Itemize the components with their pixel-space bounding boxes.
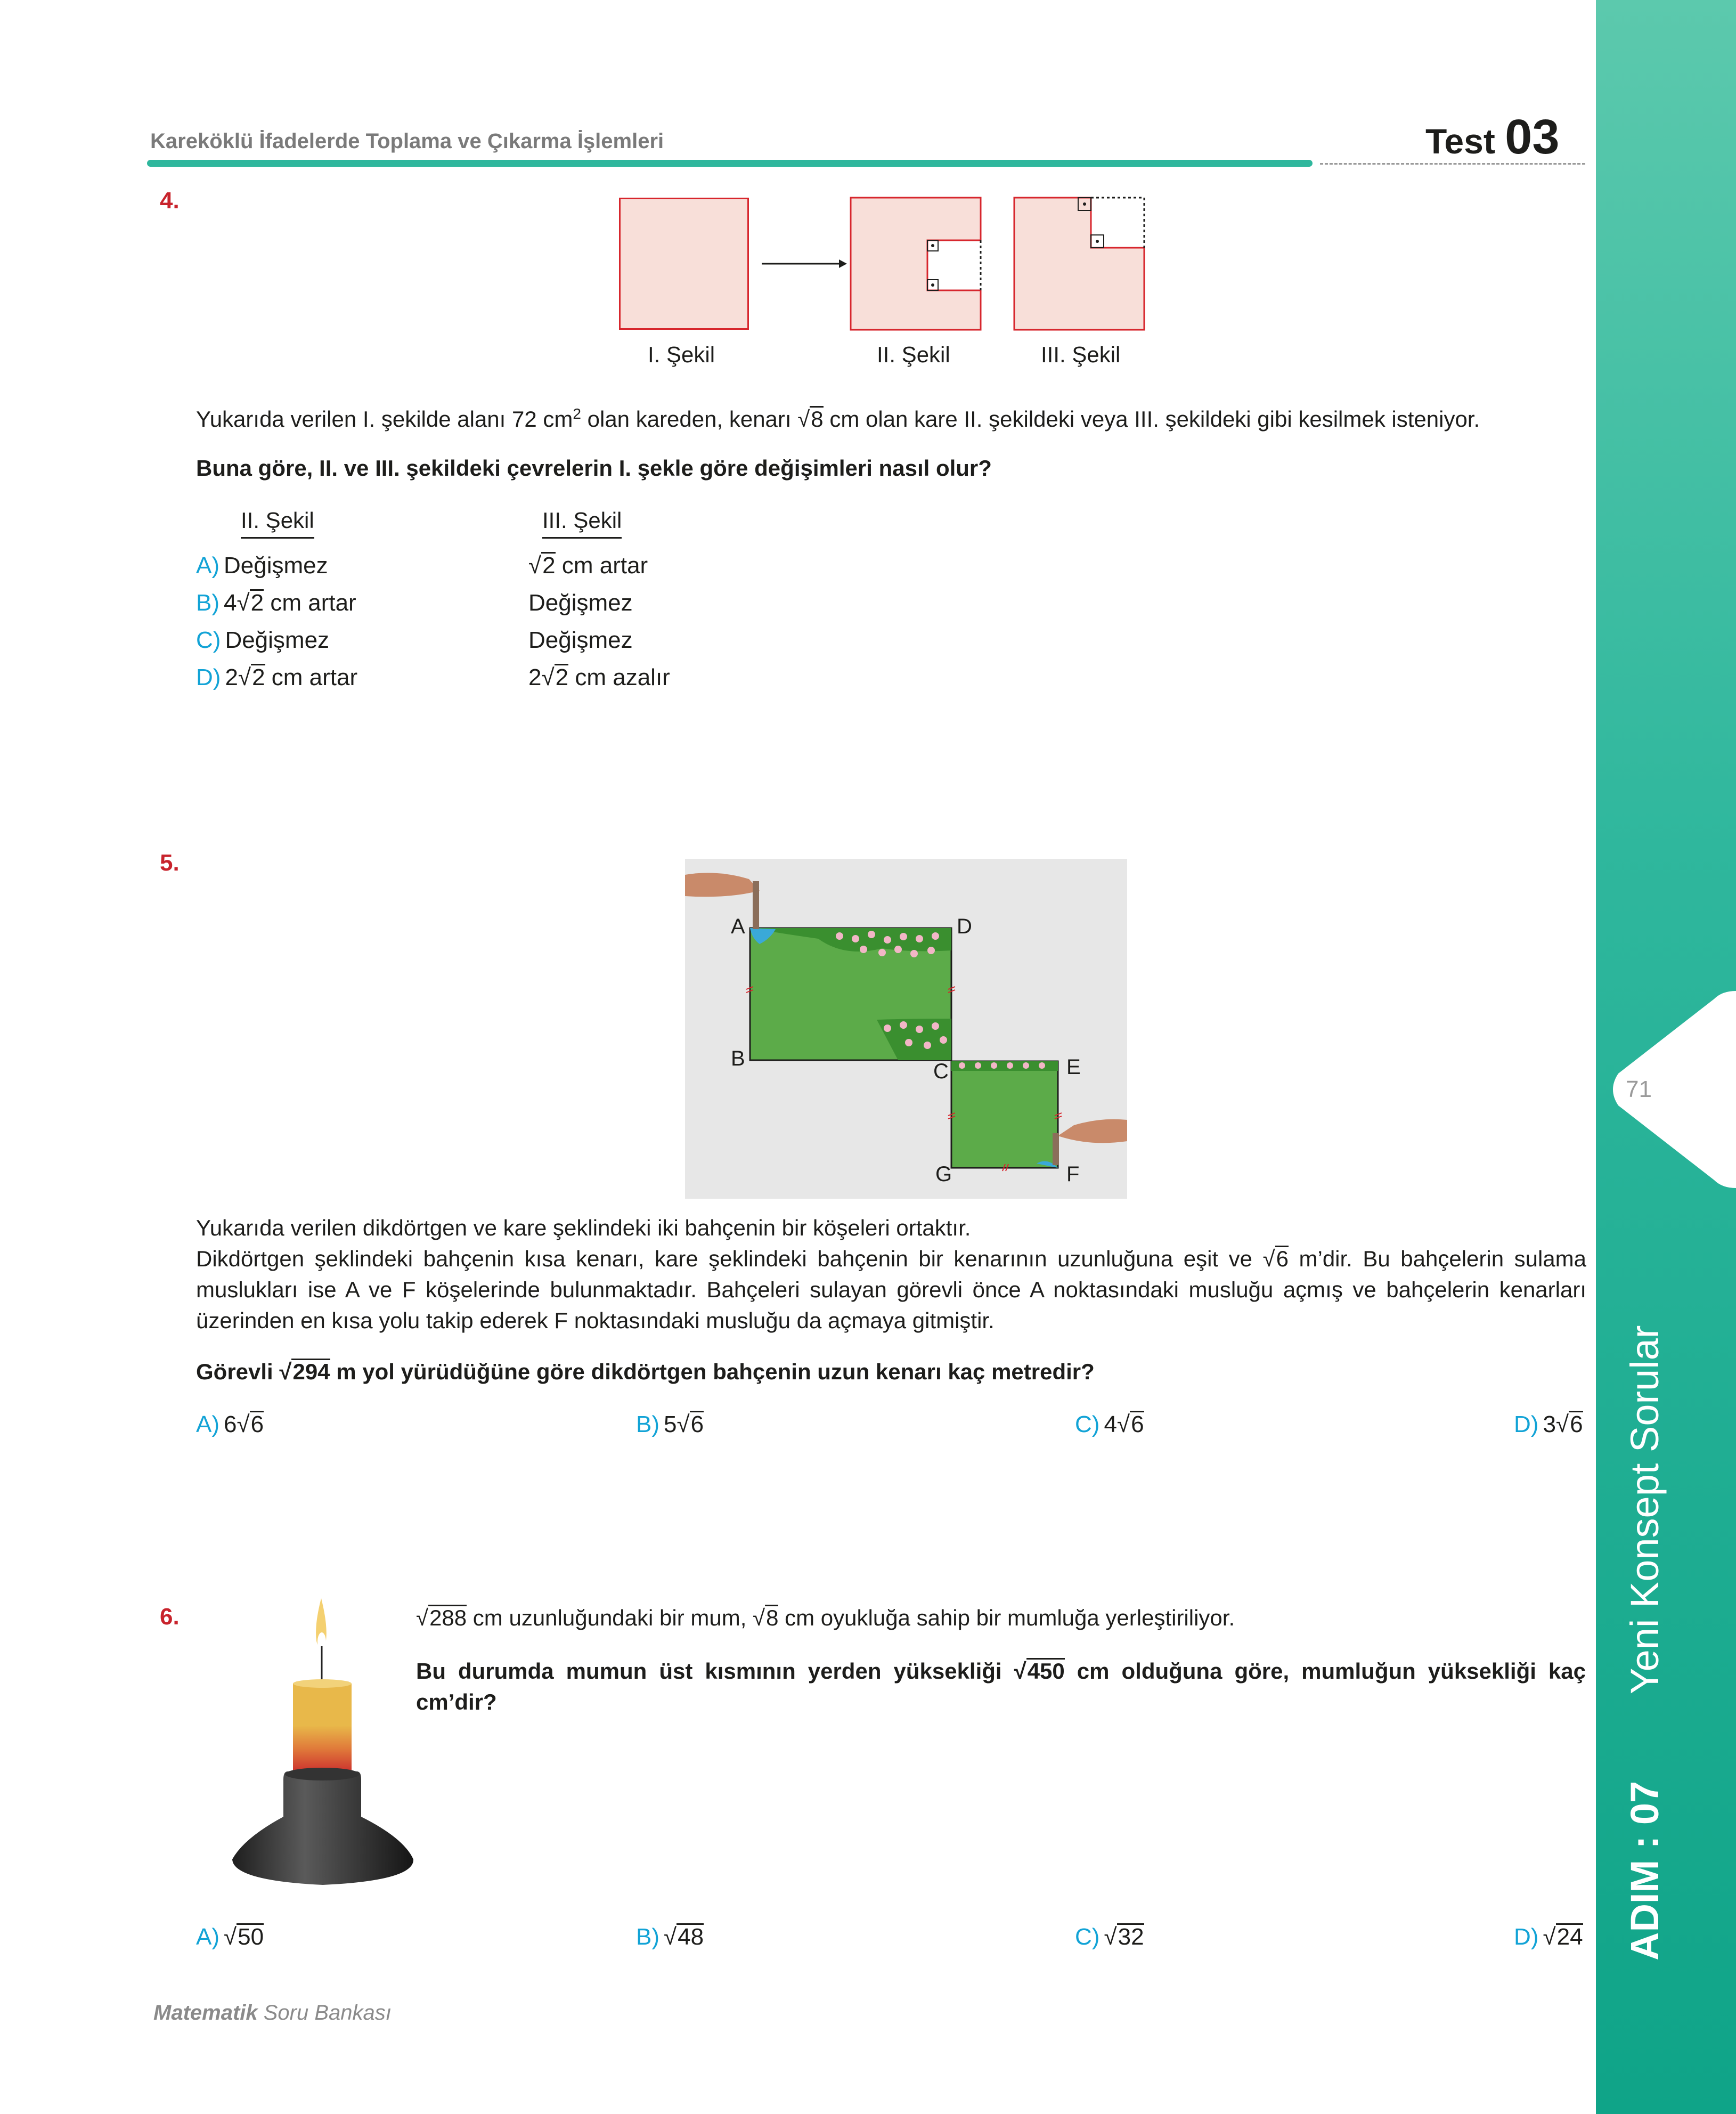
label-C: C: [933, 1060, 949, 1083]
header-rule: [147, 160, 1313, 167]
q5-option-a[interactable]: [196, 1409, 264, 1441]
figure-3: [1013, 197, 1146, 332]
label-E: E: [1066, 1055, 1081, 1079]
q6-option-c[interactable]: [1075, 1921, 1144, 1953]
footer-book: Soru Bankası: [263, 2001, 392, 2024]
q6-option-d[interactable]: [1514, 1921, 1583, 1953]
option-letter: B): [636, 1411, 659, 1437]
q4-statement: Yukarıda verilen I. şekilde alanı 72 $cm^2$ olan kareden, kenarı √8 cm olan kare II. şekildeki veya III. şekildeki gibi kesilmek isteniyor.: [196, 405, 1480, 432]
option-value: 4√6: [1104, 1411, 1144, 1437]
q4-col1-value: 4√2 cm artar: [224, 590, 356, 616]
footer-subject: Matematik: [153, 2001, 258, 2024]
q5-option-c[interactable]: [1075, 1409, 1144, 1441]
q4-option-b[interactable]: [196, 587, 356, 619]
q4-col1-header: II. Şekil: [241, 505, 314, 539]
q5-line1: Yukarıda verilen dikdörtgen ve kare şeklindeki iki bahçenin bir köşeleri ortaktır.: [196, 1215, 971, 1240]
q4-col2-value: 2√2 cm azalır: [528, 664, 670, 690]
q4-col1-value: Değişmez: [225, 627, 330, 653]
arrow-icon: [762, 256, 847, 272]
q4-col1-value: Değişmez: [224, 552, 328, 579]
label-D: D: [957, 915, 972, 938]
option-letter: A): [196, 1924, 219, 1950]
q6-option-a[interactable]: [196, 1921, 264, 1953]
label-F: F: [1066, 1162, 1080, 1186]
q4-col2-header: III. Şekil: [542, 505, 622, 539]
option-letter: B): [636, 1924, 659, 1950]
option-value: 3√6: [1543, 1411, 1583, 1437]
option-letter: C): [1075, 1924, 1100, 1950]
q4-option-d[interactable]: [196, 662, 357, 694]
figure-2-label: II. Şekil: [877, 342, 950, 367]
figure-3-label: III. Şekil: [1041, 342, 1121, 367]
q4-col2-value: Değişmez: [528, 627, 633, 653]
q5-question: Görevli √294 m yol yürüdüğüne göre dikdörtgen bahçenin uzun kenarı kaç metredir?: [196, 1359, 1095, 1384]
q6-question: Bu durumda mumun üst kısmının yerden yüksekliği √450 cm olduğuna göre, mumluğun yüksekliği kaç cm’dir?: [416, 1658, 1586, 1714]
q5-option-b[interactable]: [636, 1409, 704, 1441]
q6-number: 6.: [160, 1604, 180, 1630]
option-letter: A): [196, 1411, 219, 1437]
q4-col2-value: Değişmez: [528, 590, 633, 616]
option-letter: D): [1514, 1411, 1539, 1437]
figure-1-label: I. Şekil: [648, 342, 715, 367]
q5-number: 5.: [160, 850, 180, 876]
page-number: 71: [1626, 1076, 1652, 1102]
q4-question: Buna göre, II. ve III. şekildeki çevrelerin I. şekle göre değişimleri nasıl olur?: [196, 456, 992, 481]
header-dashed-rule: [1320, 163, 1585, 165]
step-label: ADIM : 07: [1623, 1780, 1667, 1961]
option-value: 5√6: [664, 1411, 704, 1437]
figure-2: [850, 197, 983, 332]
test-word: Test: [1425, 121, 1495, 161]
q4-col2-value: √2 cm artar: [528, 552, 648, 579]
footer-title: [153, 2001, 392, 2025]
candle-illustration: [228, 1593, 419, 1897]
option-value: √50: [224, 1924, 264, 1950]
option-letter: D): [1514, 1924, 1539, 1950]
option-value: √24: [1543, 1924, 1583, 1950]
label-A: A: [731, 915, 745, 938]
section-label: Yeni Konsept Sorular: [1623, 1325, 1667, 1694]
test-number: 03: [1505, 110, 1560, 164]
option-letter: B): [196, 590, 219, 616]
q4-col1-value: 2√2 cm artar: [225, 664, 358, 690]
option-value: 6√6: [224, 1411, 264, 1437]
topic-title: Kareköklü İfadelerde Toplama ve Çıkarma İşlemleri: [150, 129, 664, 153]
garden-illustration: [685, 859, 1127, 1199]
q5-option-d[interactable]: [1514, 1409, 1583, 1441]
q4-option-c[interactable]: [196, 624, 329, 656]
option-letter: C): [196, 627, 221, 653]
option-letter: C): [1075, 1411, 1100, 1437]
q6-option-b[interactable]: [636, 1921, 704, 1953]
figure-1-square: [619, 198, 749, 330]
option-letter: A): [196, 552, 219, 579]
test-label: [1425, 109, 1560, 165]
q6-line1: √288 cm uzunluğundaki bir mum, √8 cm oyukluğa sahip bir mumluğa yerleştiriliyor.: [416, 1605, 1235, 1630]
label-B: B: [731, 1047, 745, 1070]
q5-paragraph: Dikdörtgen şeklindeki bahçenin kısa kenarı, kare şeklindeki bahçenin bir kenarının uzunluğuna eşit ve √6 m’dir. Bu bahçelerin sulama muslukları ise A ve F köşelerinde bulunmaktadır. Bahçeleri sulayan görevli önce A noktasındaki musluğu açmış ve bahçelerin kenarları üzerinden en kısa yolu takip ederek F noktasındaki musluğu da açmaya gitmiştir.: [196, 1246, 1586, 1333]
option-value: √48: [664, 1924, 704, 1950]
option-letter: D): [196, 664, 221, 690]
q4-option-a[interactable]: [196, 550, 328, 582]
label-G: G: [935, 1162, 952, 1186]
q4-number: 4.: [160, 188, 180, 214]
option-value: √32: [1104, 1924, 1144, 1950]
